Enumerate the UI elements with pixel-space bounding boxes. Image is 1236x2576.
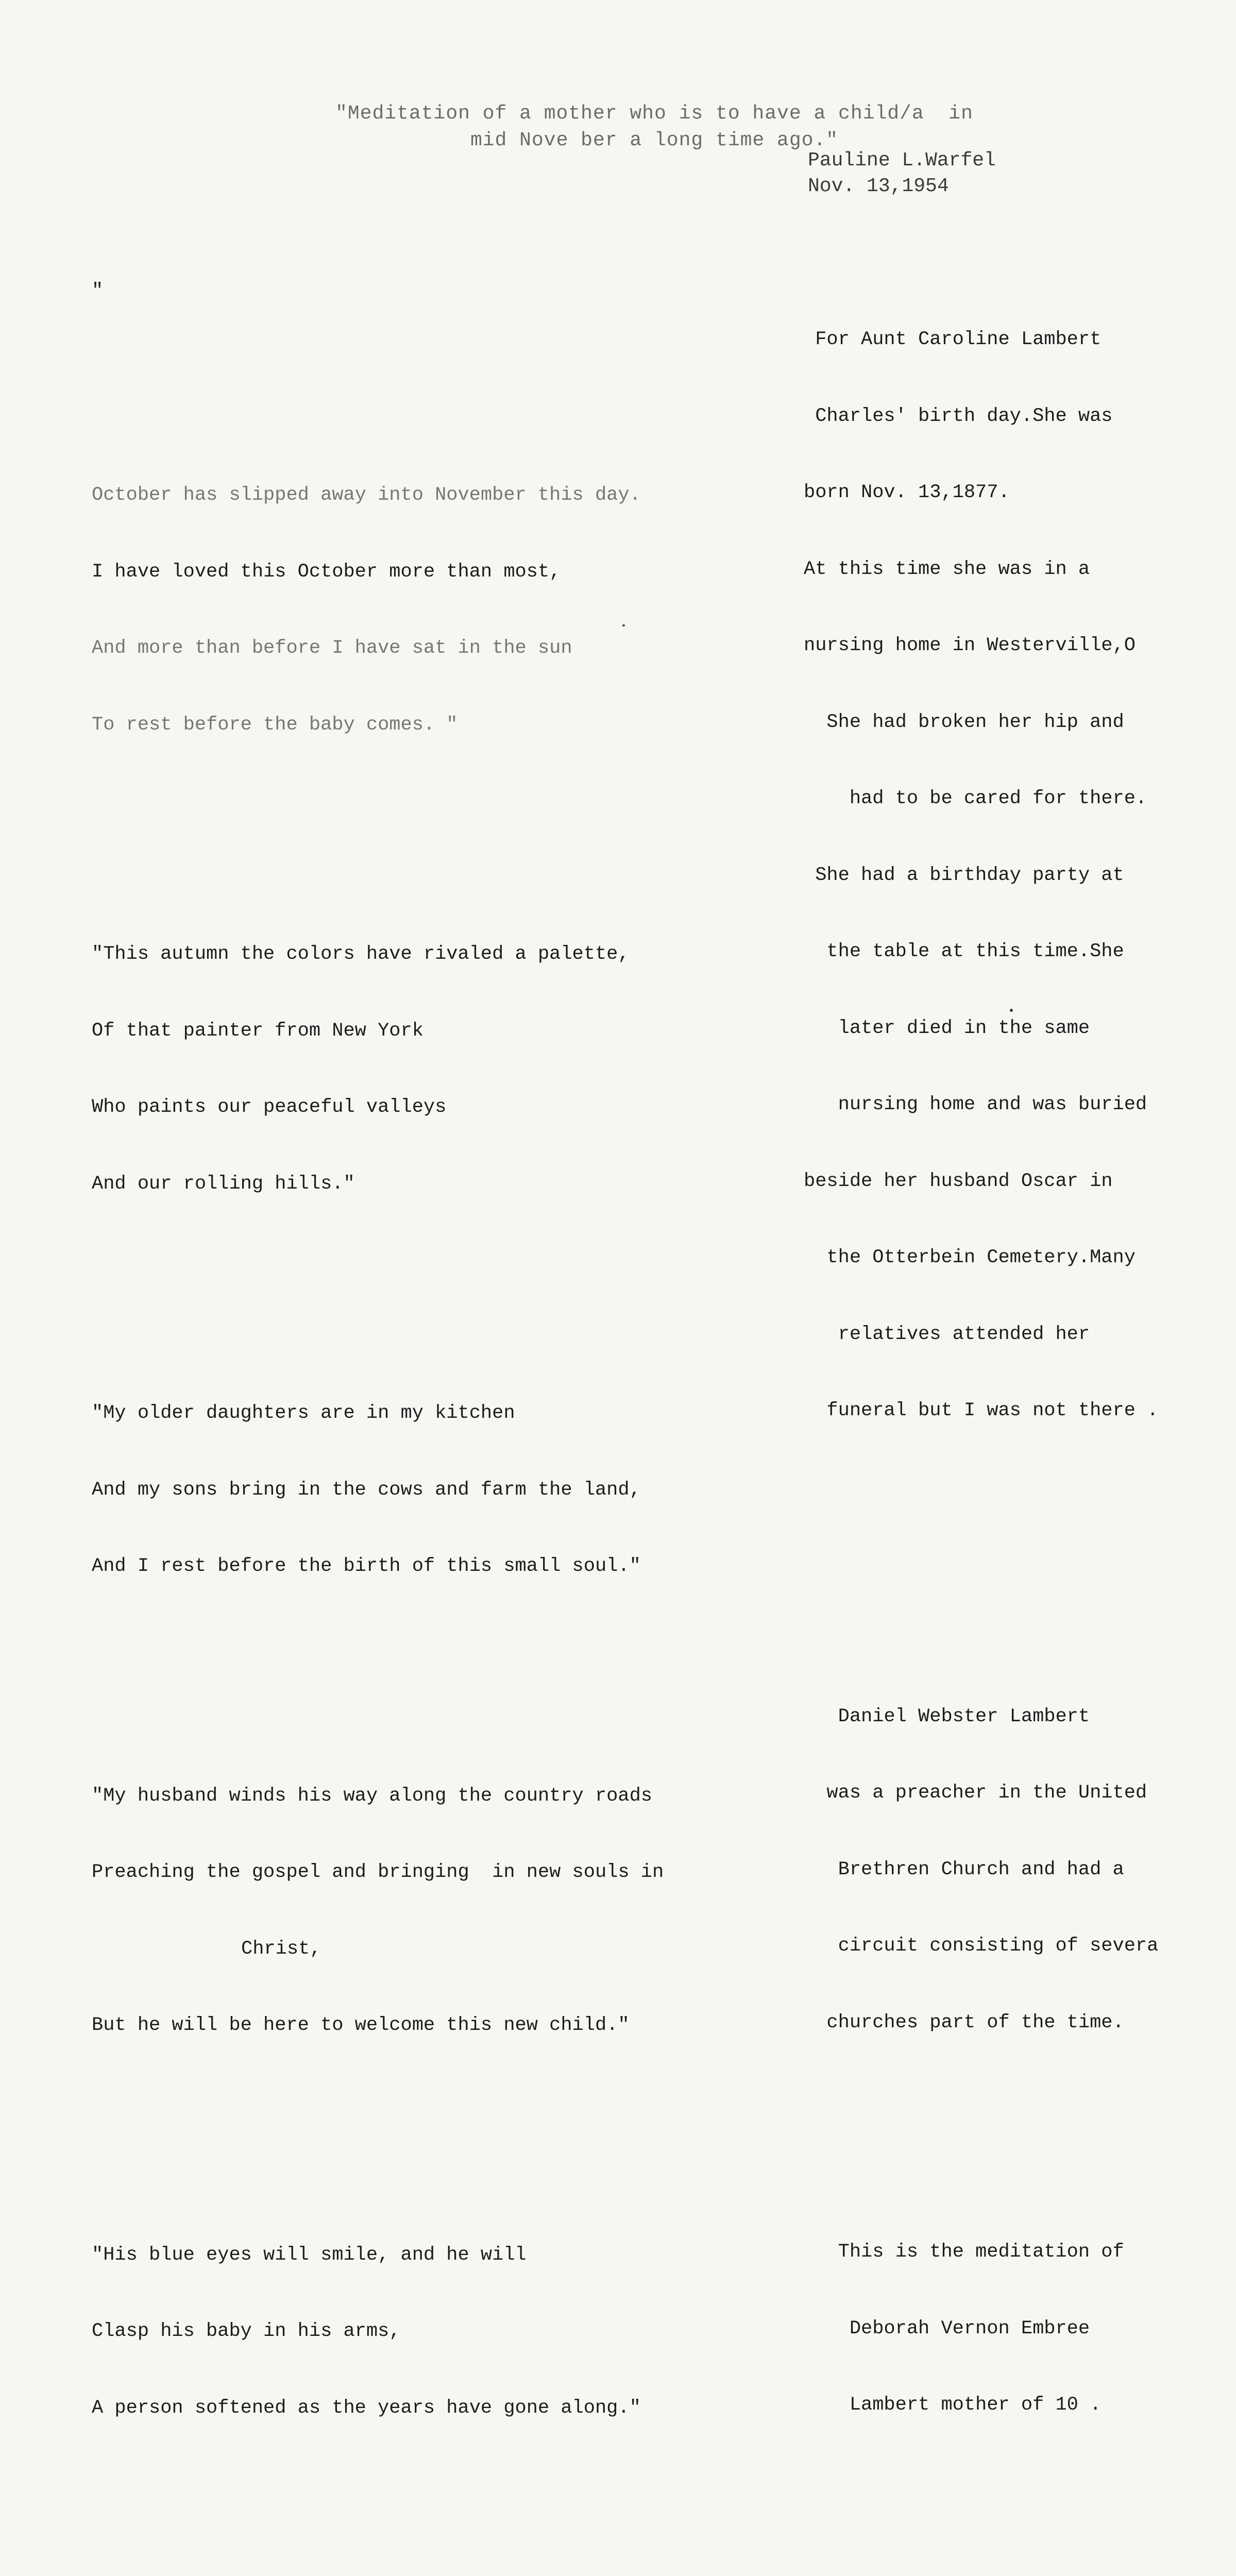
side-note-line: circuit consisting of severa [804, 1935, 1159, 1957]
stanza-line: Of that painter from New York [92, 1020, 424, 1042]
side-note-line: nursing home and was buried [804, 1094, 1147, 1115]
poem-title-line-2: mid Nove ber a long time ago." [470, 129, 839, 151]
stanza-1 [92, 432, 875, 789]
stanza-line: But he will be here to welcome this new child." [92, 2014, 630, 2036]
side-note-line: Charles' birth day.She was [804, 405, 1113, 427]
stanza-line: "This autumn the colors have rivaled a palette, [92, 943, 630, 965]
stanza-line: October has slipped away into November this day. [92, 484, 641, 506]
side-note-line: the Otterbein Cemetery.Many [804, 1247, 1136, 1268]
stanza-line: And more than before I have sat in the sun [92, 637, 572, 659]
stanza-line: And I rest before the birth of this small soul." [92, 1555, 641, 1577]
side-note-line: She had a birthday party at [804, 864, 1124, 886]
side-note-line: born Nov. 13,1877. [804, 482, 1010, 503]
side-note-deborah [804, 2189, 1216, 2469]
stanza-line: "My older daughters are in my kitchen [92, 1402, 515, 1424]
ink-speck [1010, 1009, 1013, 1012]
side-note-line: She had broken her hip and [804, 711, 1124, 733]
stanza-line: Preaching the gospel and bringing in new souls in [92, 1861, 664, 1883]
side-note-line: Brethren Church and had a [804, 1858, 1124, 1880]
side-note-line: For Aunt Caroline Lambert [804, 329, 1102, 350]
side-note-line: funeral but I was not there . [804, 1400, 1159, 1421]
stanza-line: And my sons bring in the cows and farm the land, [92, 1479, 641, 1501]
poem-title [289, 100, 1020, 154]
stanza-line: "His blue eyes will smile, and he will [92, 2244, 527, 2266]
side-note-line: Daniel Webster Lambert [804, 1705, 1090, 1727]
side-note-line: beside her husband Oscar in [804, 1170, 1113, 1192]
side-note-line: later died in the same [804, 1017, 1090, 1039]
stanza-4 [92, 1733, 875, 2090]
opening-quote-mark: " [92, 280, 104, 302]
stanza-line: And our rolling hills." [92, 1173, 355, 1195]
opening-quote [92, 228, 875, 355]
side-note-line: Deborah Vernon Embree [804, 2317, 1090, 2340]
stanza-line: To rest before the baby comes. " [92, 714, 458, 736]
stanza-line: Who paints our peaceful valleys [92, 1096, 447, 1118]
side-note-line: nursing home in Westerville,O [804, 635, 1136, 656]
stanza-line: I have loved this October more than most, [92, 561, 561, 583]
stanza-line: Clasp his baby in his arms, [92, 2320, 401, 2342]
side-note-line: At this time she was in a [804, 558, 1090, 580]
side-note-line: churches part of the time. [804, 2011, 1124, 2033]
poem-body [92, 177, 875, 2576]
author-name: Pauline L.Warfel [808, 149, 996, 172]
side-note-line: had to be cared for there. [804, 788, 1147, 809]
stanza-5 [92, 2192, 875, 2472]
side-note-line: This is the meditation of [804, 2241, 1124, 2263]
author-date: Nov. 13,1954 [808, 175, 949, 197]
stanza-2 [92, 891, 875, 1248]
side-note-aunt-caroline [804, 276, 1216, 1475]
stanza-line: Christ, [241, 1938, 321, 1960]
side-note-line: the table at this time.She [804, 941, 1124, 962]
side-note-line: relatives attended her [804, 1323, 1090, 1345]
side-note-line: was a preacher in the United [804, 1782, 1147, 1804]
stanza-3 [92, 1350, 875, 1631]
stanza-line: A person softened as the years have gone along." [92, 2397, 641, 2419]
stanza-line: "My husband winds his way along the country roads [92, 1785, 652, 1807]
side-note-line: Lambert mother of 10 . [804, 2394, 1102, 2416]
poem-title-line-1: "Meditation of a mother who is to have a child/a in [335, 103, 973, 125]
ink-speck [622, 624, 625, 626]
side-note-daniel-webster [804, 1653, 1216, 2087]
stanza-6 [92, 2574, 875, 2576]
side-notes [804, 225, 1216, 2546]
